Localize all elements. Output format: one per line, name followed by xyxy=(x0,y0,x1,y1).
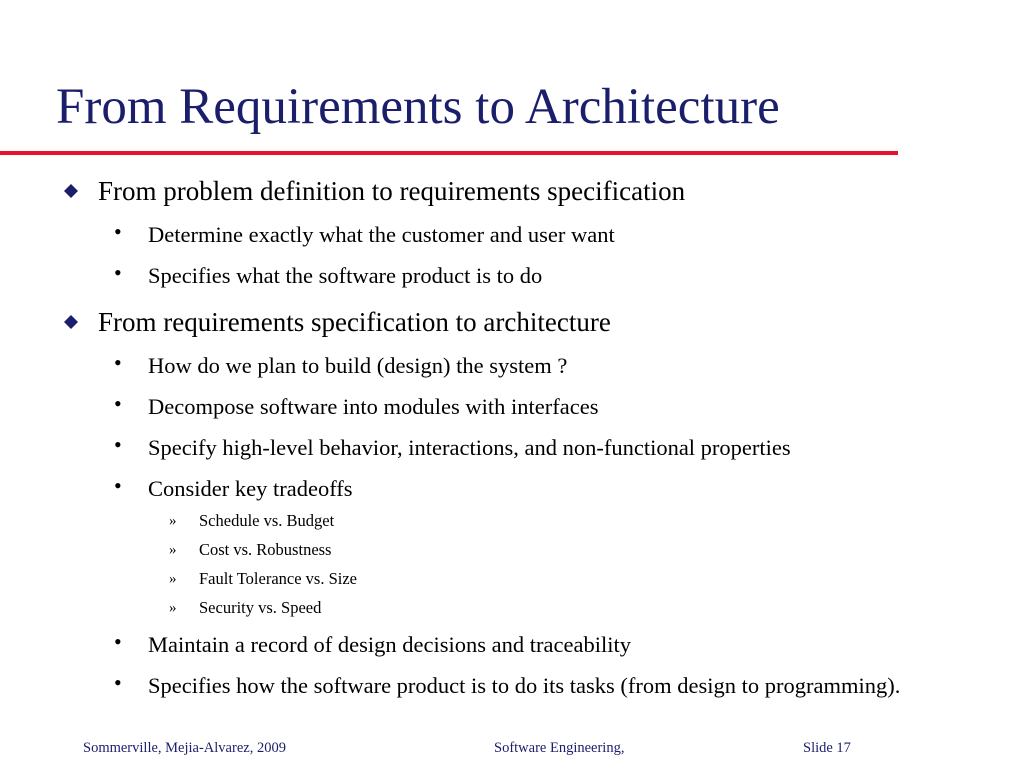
bullet-dot: • xyxy=(114,391,122,416)
footer-slide-number: Slide 17 xyxy=(803,740,851,756)
title-underline xyxy=(0,151,898,155)
chevron-bullet: » xyxy=(169,600,177,616)
sub-item: Security vs. Speed xyxy=(199,598,322,617)
footer-author: Sommerville, Mejia-Alvarez, 2009 xyxy=(83,740,286,756)
list-item: How do we plan to build (design) the system ? xyxy=(148,353,568,378)
diamond-bullet-icon xyxy=(64,184,78,198)
chevron-bullet: » xyxy=(169,571,177,587)
section-heading: From requirements specification to architecture xyxy=(98,307,611,337)
chevron-bullet: » xyxy=(169,513,177,529)
slide-title: From Requirements to Architecture xyxy=(56,79,780,135)
list-item: Consider key tradeoffs xyxy=(148,476,353,501)
sub-item: Cost vs. Robustness xyxy=(199,540,332,559)
list-item: Specify high-level behavior, interactions, and non-functional properties xyxy=(148,435,791,460)
bullet-dot: • xyxy=(114,670,122,695)
chevron-bullet: » xyxy=(169,542,177,558)
diamond-bullet-icon xyxy=(64,315,78,329)
bullet-dot: • xyxy=(114,629,122,654)
sub-item: Schedule vs. Budget xyxy=(199,511,335,530)
sub-item: Fault Tolerance vs. Size xyxy=(199,569,357,588)
section-heading: From problem definition to requirements specification xyxy=(98,176,686,206)
footer-course: Software Engineering, xyxy=(494,740,625,756)
list-item: Maintain a record of design decisions and traceability xyxy=(148,632,631,657)
list-item: Specifies how the software product is to do its tasks (from design to programming). xyxy=(148,673,901,698)
list-item: Specifies what the software product is to do xyxy=(148,263,543,288)
bullet-dot: • xyxy=(114,473,122,498)
bullet-dot: • xyxy=(114,219,122,244)
list-item: Determine exactly what the customer and user want xyxy=(148,222,615,247)
bullet-dot: • xyxy=(114,350,122,375)
bullet-dot: • xyxy=(114,432,122,457)
bullet-dot: • xyxy=(114,260,122,285)
list-item: Decompose software into modules with interfaces xyxy=(148,394,599,419)
